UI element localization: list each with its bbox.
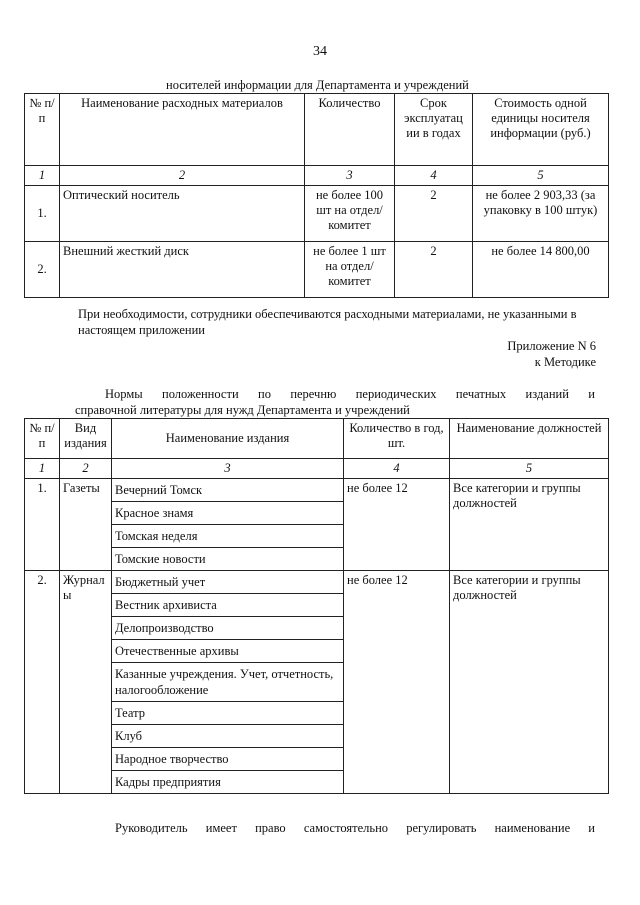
publication-name: Бюджетный учет	[112, 571, 343, 594]
material-name: Внешний жесткий диск	[60, 242, 305, 298]
publication-name: Красное знамя	[112, 502, 343, 525]
column-number: 5	[473, 166, 609, 186]
column-number: 5	[450, 459, 609, 479]
column-number: 2	[60, 166, 305, 186]
note-paragraph: При необходимости, сотрудники обеспечиваются расходными материалами, не указанными в настоящем приложении	[78, 307, 577, 337]
row-number: 2.	[25, 571, 60, 794]
column-number: 4	[344, 459, 450, 479]
term: 2	[395, 186, 473, 242]
header-cell: Количество	[305, 94, 395, 166]
publication-name: Вечерний Томск	[112, 479, 343, 502]
header-cell: Срок эксплуатац ии в годах	[395, 94, 473, 166]
appendix-label	[507, 338, 596, 370]
table-header-row	[25, 94, 609, 166]
table-row	[25, 479, 609, 571]
material-name: Оптический носитель	[60, 186, 305, 242]
row-number: 2.	[25, 242, 60, 298]
table-header-row	[25, 419, 609, 459]
cost: не более 14 800,00	[473, 242, 609, 298]
publication-name: Томская неделя	[112, 525, 343, 548]
publication-name: Клуб	[112, 725, 343, 748]
norms-title-line: справочной литературы для нужд Департамента и учреждений	[75, 403, 410, 417]
column-number: 2	[60, 459, 112, 479]
column-number: 3	[112, 459, 344, 479]
publication-name: Отечественные архивы	[112, 640, 343, 663]
column-number: 1	[25, 166, 60, 186]
column-number: 1	[25, 459, 60, 479]
positions: Все категории и группы должностей	[450, 479, 609, 571]
page-number: 34	[313, 44, 327, 59]
cost: не более 2 903,33 (за упаковку в 100 штук)	[473, 186, 609, 242]
positions: Все категории и группы должностей	[450, 571, 609, 794]
column-number: 4	[395, 166, 473, 186]
table-row	[25, 186, 609, 242]
row-number: 1.	[25, 479, 60, 571]
publication-name: Народное творчество	[112, 748, 343, 771]
norms-title	[75, 386, 595, 418]
quantity: не более 12	[344, 571, 450, 794]
header-cell: Наименование расходных материалов	[60, 94, 305, 166]
table-row	[25, 242, 609, 298]
row-number: 1.	[25, 186, 60, 242]
publication-name: Томские новости	[115, 552, 206, 566]
publication-name: Театр	[112, 702, 343, 725]
media-table	[24, 93, 609, 298]
table-row	[25, 571, 609, 794]
publication-type: Газеты	[60, 479, 112, 571]
header-cell: № п/п	[25, 94, 60, 166]
quantity: не более 1 шт на отдел/комитет	[305, 242, 395, 298]
publication-list	[112, 571, 344, 794]
publication-name: Делопроизводство	[112, 617, 343, 640]
column-number: 3	[305, 166, 395, 186]
header-cell: Наименование издания	[112, 419, 344, 459]
periodicals-table	[24, 418, 609, 794]
publication-type: Журналы	[60, 571, 112, 794]
header-cell: Количество в год, шт.	[344, 419, 450, 459]
footer-paragraph: Руководитель имеет право самостоятельно регулировать наименование и	[115, 821, 595, 835]
quantity: не более 12	[344, 479, 450, 571]
norms-title-line: Нормы положенности по перечню периодических печатных изданий и	[105, 387, 595, 401]
header-cell: № п/п	[25, 419, 60, 459]
column-number-row	[25, 459, 609, 479]
publication-name: Вестник архивиста	[112, 594, 343, 617]
header-cell: Наименование должностей	[450, 419, 609, 459]
publication-name: Казанные учреждения. Учет, отчетность, налогообложение	[112, 663, 343, 702]
quantity: не более 100 шт на отдел/комитет	[305, 186, 395, 242]
publication-list	[112, 479, 344, 571]
term: 2	[395, 242, 473, 298]
header-cell: Вид издания	[60, 419, 112, 459]
appendix-line: Приложение N 6	[507, 339, 596, 353]
table1-caption: носителей информации для Департамента и учреждений	[166, 78, 469, 92]
header-cell: Стоимость одной единицы носителя информации (руб.)	[473, 94, 609, 166]
publication-name: Кадры предприятия	[115, 775, 221, 789]
column-number-row	[25, 166, 609, 186]
appendix-line: к Методике	[534, 355, 596, 369]
